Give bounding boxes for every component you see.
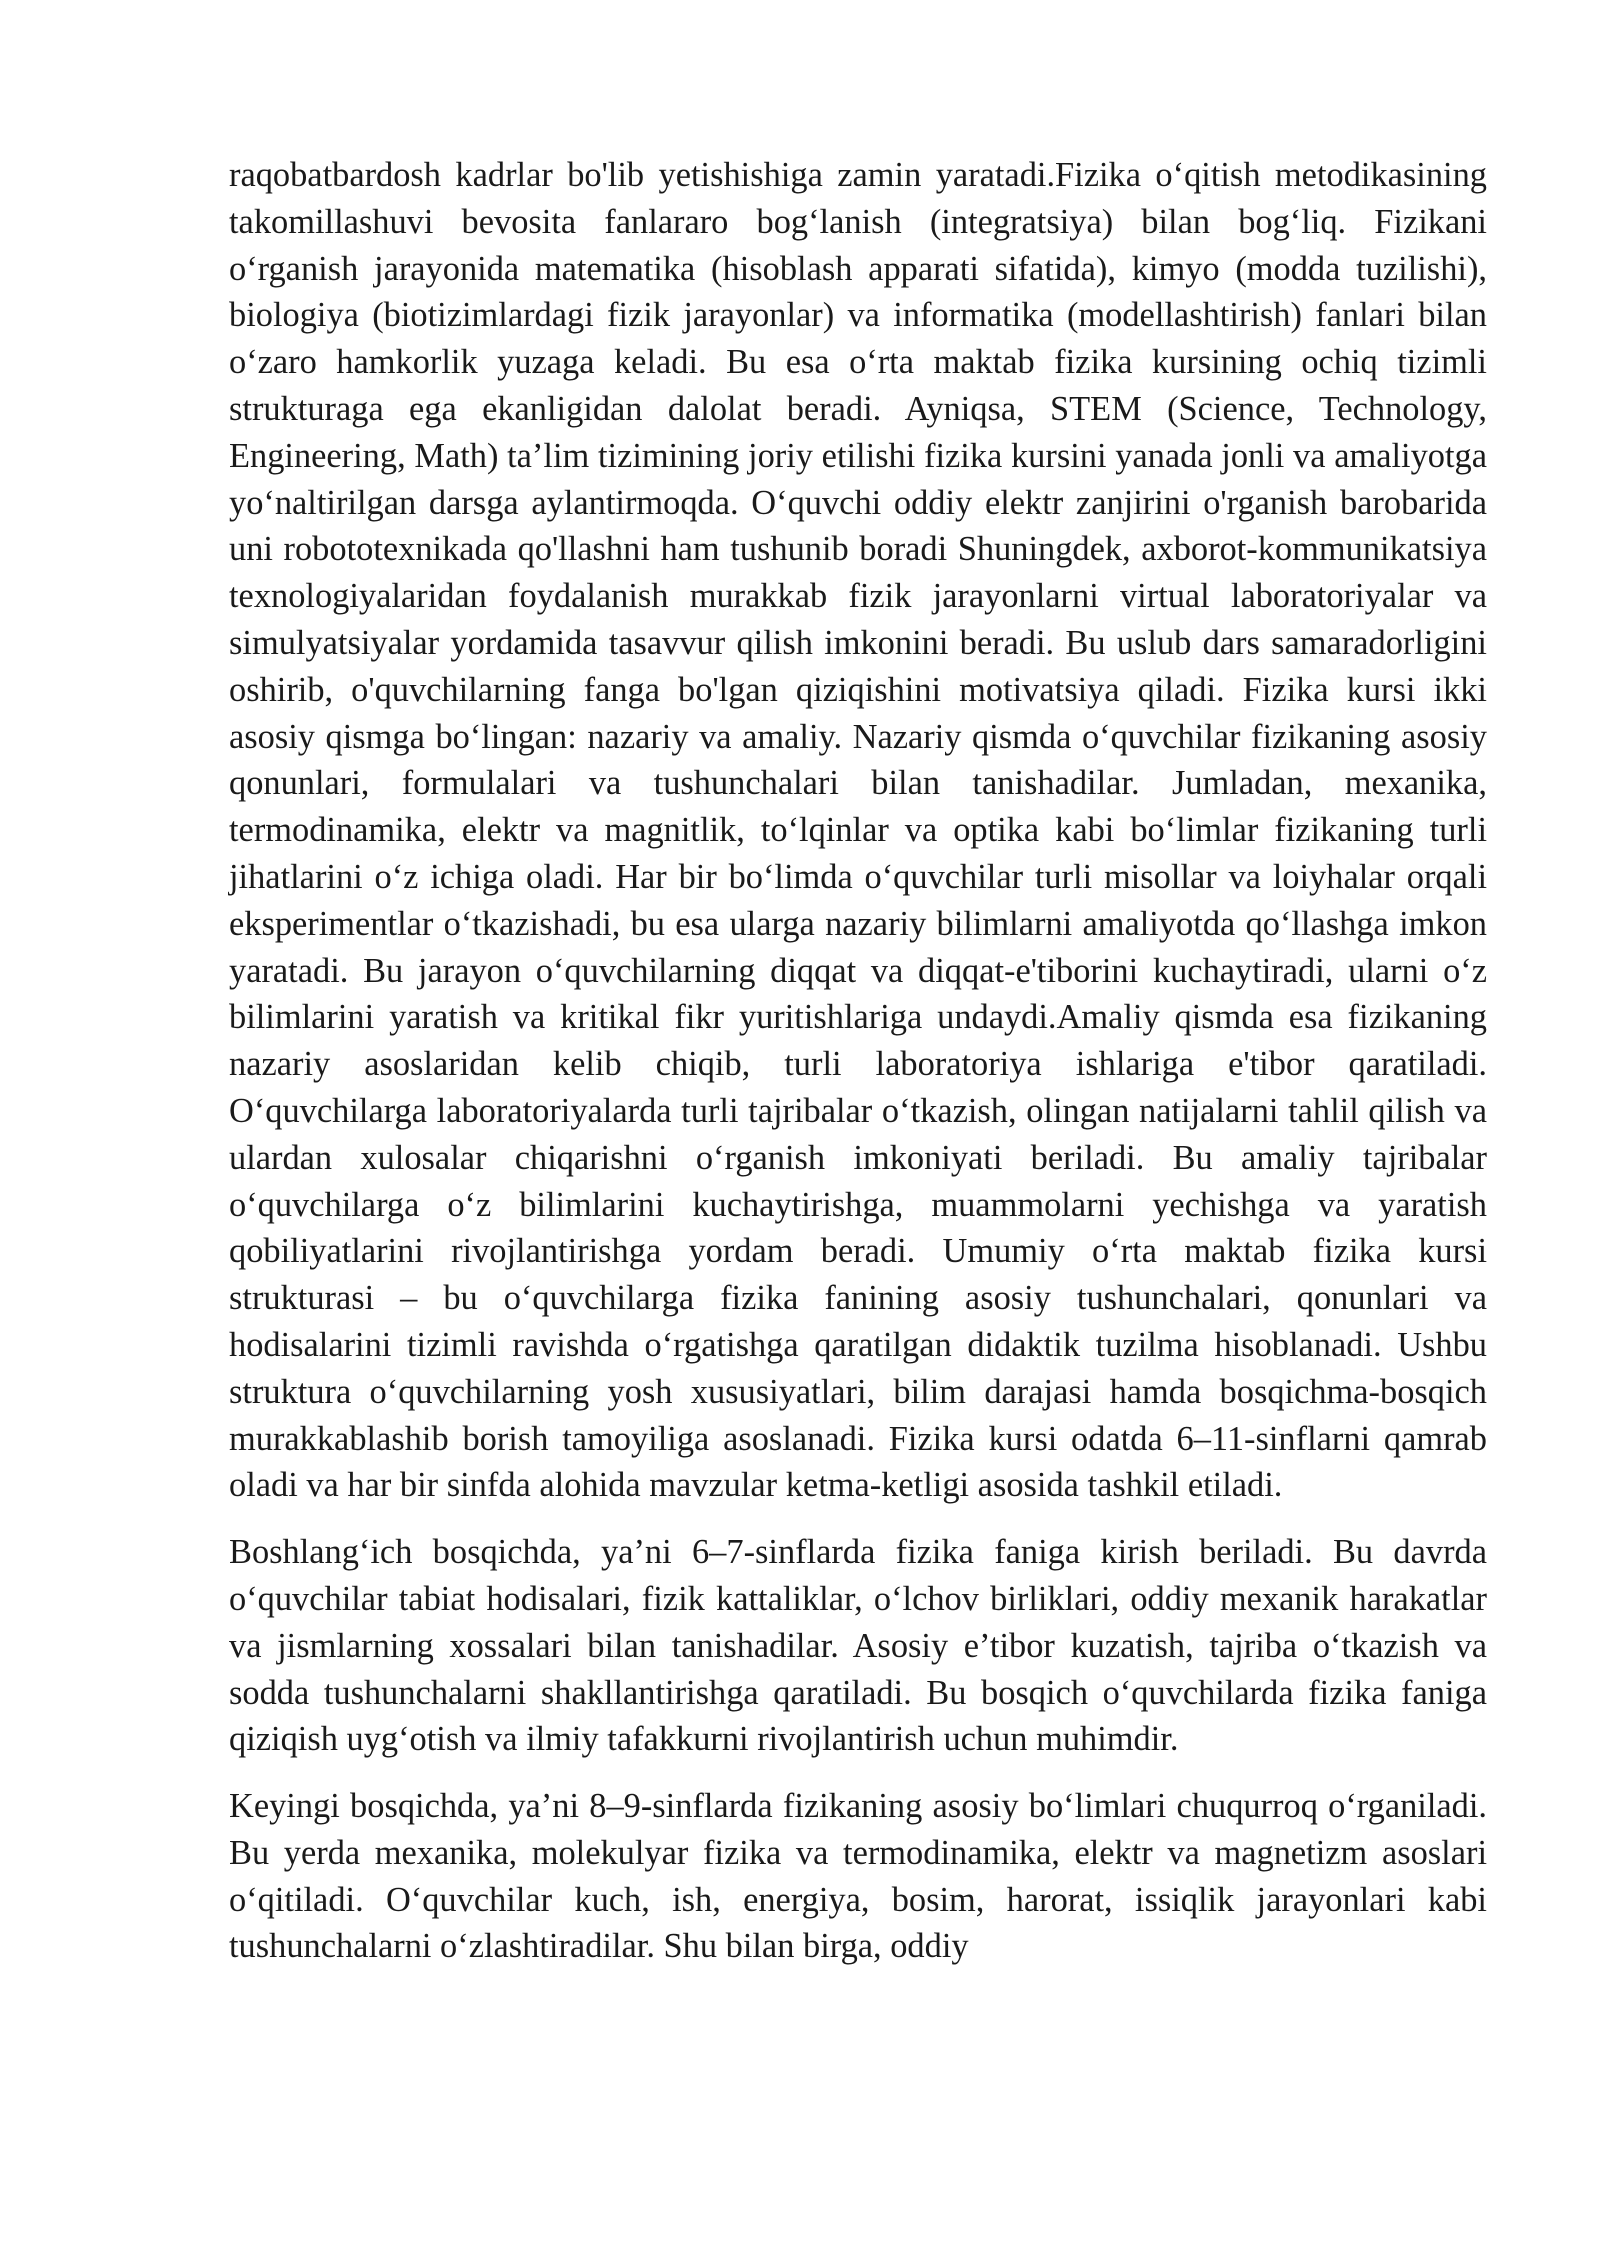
paragraph-body-1: raqobatbardosh kadrlar bo'lib yetishishiga zamin yaratadi.Fizika oʻqitish metodikasining takomillashuvi bevosita fanlararo bogʻlanish (integratsiya) bilan bogʻliq. Fizikani oʻrganish jarayonida matematika (hisoblash apparati sifatida), kimyo (modda tuzilishi), biologiya (biotizimlardagi fizik jarayonlar) va informatika (modellashtirish) fanlari bilan oʻzaro hamkorlik yuzaga keladi. Bu esa oʻrta maktab fizika kursining ochiq tizimli strukturaga ega ekanligidan dalolat beradi. Ayniqsa, STEM (Science, Technology, Engineering, Math) ta’lim tizimining joriy etilishi fizika kursini yanada jonli va amaliyotga yoʻnaltirilgan darsga aylantirmoqda. Oʻquvchi oddiy elektr zanjirini o'rganish barobarida uni robototexnikada qo'llashni ham tushunib boradi Shuningdek, axborot-kommunikatsiya texnologiyalaridan foydalanish murakkab fizik jarayonlarni virtual laboratoriyalar va simulyatsiyalar yordamida tasavvur qilish imkonini beradi. Bu uslub dars samaradorligini oshirib, o'quvchilarning fanga bo'lgan qiziqishini motivatsiya qiladi. Fizika kursi ikki asosiy qismga boʻlingan: nazariy va amaliy. Nazariy qismda oʻquvchilar fizikaning asosiy qonunlari, formulalari va tushunchalari bilan tanishadilar. Jumladan, mexanika, termodinamika, elektr va magnitlik, toʻlqinlar va optika kabi boʻlimlar fizikaning turli jihatlarini oʻz ichiga oladi. Har bir boʻlimda oʻquvchilar turli misollar va loiyhalar orqali eksperimentlar oʻtkazishadi, bu esa ularga nazariy bilimlarni amaliyotda qoʻllashga imkon yaratadi. Bu jarayon oʻquvchilarning diqqat va diqqat-e'tiborini kuchaytiradi, ularni oʻz bilimlarini yaratish va kritikal fikr yuritishlariga undaydi.Amaliy qismda esa fizikaning nazariy asoslaridan kelib chiqib, turli laboratoriya ishlariga e'tibor qaratiladi. Oʻquvchilarga laboratoriyalarda turli tajribalar oʻtkazish, olingan natijalarni tahlil qilish va ulardan xulosalar chiqarishni oʻrganish imkoniyati beriladi. Bu amaliy tajribalar oʻquvchilarga oʻz bilimlarini kuchaytirishga, muammolarni yechishga va yaratish qobiliyatlarini rivojlantirishga yordam beradi. Umumiy oʻrta maktab fizika kursi strukturasi – bu oʻquvchilarga fizika fanining asosiy tushunchalari, qonunlari va hodisalarini tizimli ravishda oʻrgatishga qaratilgan didaktik tuzilma hisoblanadi. Ushbu struktura oʻquvchilarning yosh xususiyatlari, bilim darajasi hamda bosqichma-bosqich murakkablashib borish tamoyiliga asoslanadi. Fizika kursi odatda 6–11-sinflarni qamrab oladi va har bir sinfda alohida mavzular ketma-ketligi asosida tashkil etiladi. xyxy=(229,156,1487,1505)
paragraph-body-3: Keyingi bosqichda, ya’ni 8–9-sinflarda fizikaning asosiy boʻlimlari chuqurroq oʻrganiladi. Bu yerda mexanika, molekulyar fizika va termodinamika, elektr va magnetizm asoslari oʻqitiladi. Oʻquvchilar kuch, ish, energiya, bosim, harorat, issiqlik jarayonlari kabi tushunchalarni oʻzlashtiradilar. Shu bilan birga, oddiy xyxy=(229,1787,1487,1966)
document-page xyxy=(229,152,1487,1970)
paragraph-body-2: Boshlangʻich bosqichda, ya’ni 6–7-sinflarda fizika faniga kirish beriladi. Bu davrda oʻquvchilar tabiat hodisalari, fizik kattaliklar, oʻlchov birliklari, oddiy mexanik harakatlar va jismlarning xossalari bilan tanishadilar. Asosiy e’tibor kuzatish, tajriba oʻtkazish va sodda tushunchalarni shakllantirishga qaratiladi. Bu bosqich oʻquvchilarda fizika faniga qiziqish uygʻotish va ilmiy tafakkurni rivojlantirish uchun muhimdir. xyxy=(229,1533,1487,1759)
